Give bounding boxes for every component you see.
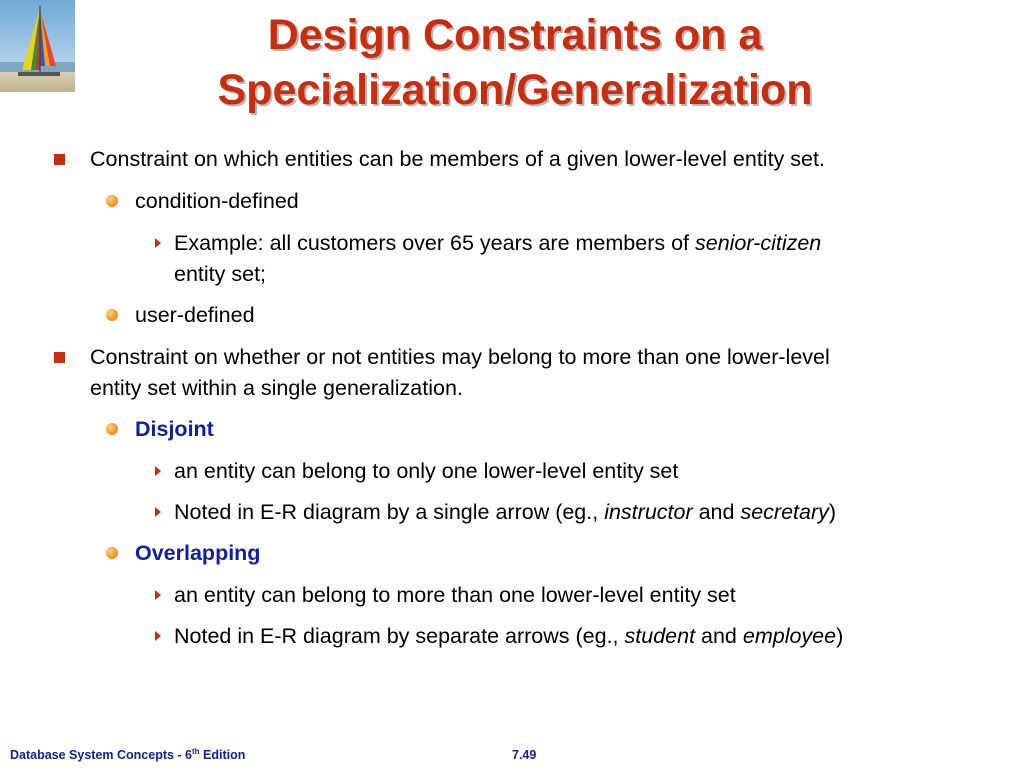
circle-bullet-icon [106, 309, 118, 321]
bullet-level2 [135, 186, 299, 217]
bullet-text: an entity can belong to more than one lower-level entity set [174, 583, 736, 607]
circle-bullet-icon [106, 195, 118, 207]
bullet-level1 [90, 342, 830, 404]
triangle-bullet-icon [155, 238, 161, 248]
text-run: and [695, 624, 743, 648]
bullet-level2 [135, 414, 214, 445]
text-run: and [692, 500, 741, 524]
book-title-prefix: Database System Concepts - 6 [10, 748, 193, 762]
bullet-text: Constraint on which entities can be members of a given lower-level entity set. [90, 147, 825, 171]
bullet-level1 [90, 144, 825, 175]
bullet-text-line2: entity set within a single generalization. [90, 376, 463, 400]
italic-term: secretary [740, 500, 829, 524]
bullet-text-line1 [174, 228, 821, 259]
slide-footer [0, 743, 1024, 768]
circle-bullet-icon [106, 423, 118, 435]
title-line-2: Specialization/Generalization [217, 66, 813, 114]
bullet-heading: Overlapping [135, 541, 261, 565]
bullet-level3 [174, 228, 821, 290]
bullet-level3 [174, 621, 843, 652]
bullet-text-line1: Constraint on whether or not entities may belong to more than one lower-level [90, 345, 830, 369]
italic-term: student [624, 624, 696, 648]
title-line-1: Design Constraints on a [267, 11, 763, 59]
circle-bullet-icon [106, 547, 118, 559]
text-run: ) [836, 624, 844, 648]
square-bullet-icon [54, 154, 65, 165]
bullet-level3 [174, 456, 678, 487]
triangle-bullet-icon [155, 466, 161, 476]
triangle-bullet-icon [155, 590, 161, 600]
text-run: Noted in E-R diagram by a single arrow (eg., [174, 500, 605, 524]
text-run: ) [828, 500, 837, 524]
italic-term: senior-citizen [694, 231, 822, 255]
bullet-text: condition-defined [135, 189, 299, 213]
text-run: Noted in E-R diagram by separate arrows (eg., [174, 624, 625, 648]
slide-title [150, 8, 880, 118]
text-run: Example: all customers over 65 years are members of [174, 231, 695, 255]
bullet-text-line2: entity set; [174, 262, 267, 286]
triangle-bullet-icon [155, 507, 161, 517]
bullet-text [174, 621, 843, 652]
bullet-list [0, 144, 1024, 704]
bullet-text: user-defined [135, 303, 255, 327]
book-title [10, 748, 245, 762]
bullet-level3 [174, 497, 836, 528]
book-title-suffix: Edition [199, 748, 246, 762]
edition-superscript: th [192, 746, 200, 756]
bullet-level2 [135, 538, 260, 569]
bullet-heading: Disjoint [135, 417, 214, 441]
page-number: 7.49 [512, 748, 537, 762]
italic-term: employee [742, 624, 837, 648]
bullet-text [174, 497, 836, 528]
bullet-level2 [135, 300, 255, 331]
triangle-bullet-icon [155, 631, 161, 641]
sailboat-logo-icon [0, 0, 75, 92]
square-bullet-icon [54, 352, 65, 363]
bullet-level3 [174, 580, 736, 611]
italic-term: instructor [604, 500, 693, 524]
bullet-text: an entity can belong to only one lower-level entity set [174, 459, 679, 483]
